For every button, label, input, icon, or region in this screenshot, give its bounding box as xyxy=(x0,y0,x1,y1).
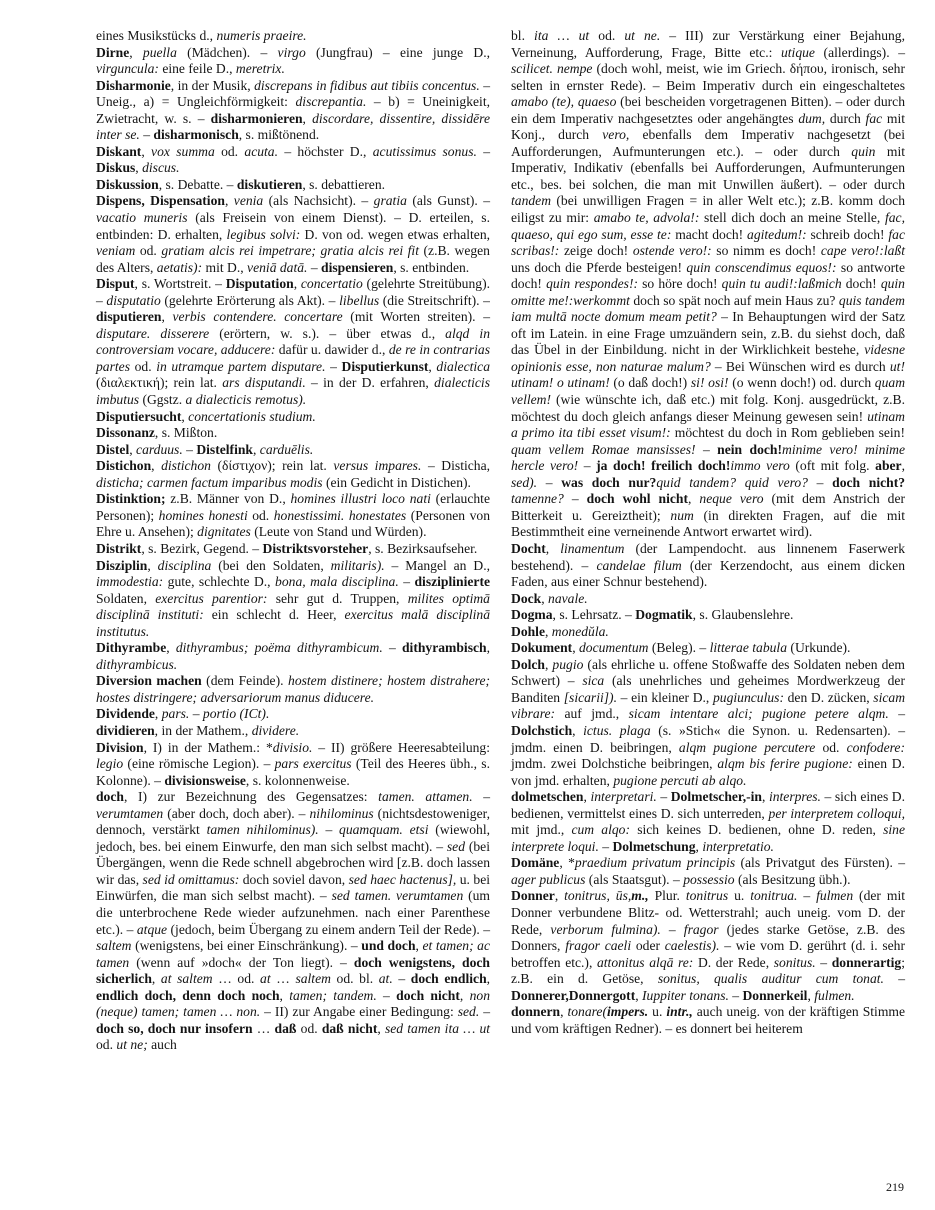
dictionary-entry: dolmetschen, interpretari. – Dolmetscher,-in, interpres. – sich eines D. bedienen, vermittelst eines D. sich unterreden, per interpretem colloqui, mit jmd., cum alqo: sich keines D. bedienen, ohne D. reden, sine interprete loqui. – Dolmetschung, interpretatio. xyxy=(511,789,906,854)
dictionary-entry: Disziplin, disciplina (bei den Soldaten, militaris). – Mangel an D., immodestia: gute, schlechte D., bona, mala disciplina. – disziplinierte Soldaten, exercitus parentior: sehr gut d. Truppen, milites optimā disciplinā instituti: ein schlecht d. Heer, exercitus malā disciplinā institutus. xyxy=(96,557,491,639)
dictionary-entry: Dock, navale. xyxy=(511,590,588,606)
dictionary-entry: Domäne, *praedium privatum principis (als Privatgut des Fürsten). – ager publicus (als Staatsgut). – possessio (als Besitzung übh.). xyxy=(511,855,906,887)
dictionary-entry: Dirne, puella (Mädchen). – virgo (Jungfrau) – eine junge D., virguncula: eine feile D., meretrix. xyxy=(96,44,490,77)
dictionary-entry: Docht, linamentum (der Lampendocht. aus linnenem Faserwerk bestehend). – candelae filum (der Kerzendocht, aus einem dicken Faden, aus einer Schnur bestehend). xyxy=(511,540,905,590)
dictionary-entry: Dividende, pars. – portio (ICt). xyxy=(96,706,270,722)
dictionary-entry: Dolch, pugio (als ehrliche u. offene Stoßwaffe des Soldaten neben dem Schwert) – sica (als unehrliches und geheimes Mordwerkzeug der Banditen [sicarii]). – ein kleiner D., pugiunculus: den D. zücken, sicam vibrare: auf jmd., sicam intentare alci; pugione petere alqm. – Dolchstich, ictus. plaga (s. »Stich« die Synon. u. Redensarten). – jmdm. einen D. beibringen, alqm pugione percutere od. confodere: jmdm. zwei Dolchstiche beibringen, alqm bis ferire pugione: einen D. von jmd. erhalten, pugione percuti ab alqo. xyxy=(511,656,906,788)
dictionary-entry: Diskant, vox summa od. acuta. – höchster D., acutissimus sonus. – Diskus, discus. xyxy=(96,143,491,176)
dictionary-entry: Distinktion; z.B. Männer von D., homines illustri loco nati (erlauchte Personen); homines honesti od. honestissimi. honestates (Personen von Ehre u. Ansehen); dignitates (Leute von Stand und Würden). xyxy=(96,491,490,540)
dictionary-entry: Dissonanz, s. Mißton. xyxy=(96,425,218,441)
dictionary-entry: Diskussion, s. Debatte. – diskutieren, s. debattieren. xyxy=(96,176,386,192)
dictionary-entry: Distel, carduus. – Distelfink, carduēlis. xyxy=(96,441,314,457)
dictionary-entry: donnern, tonare(impers. u. intr., auch uneig. von der kräftigen Stimme und vom kräftigen Redner). – es donnert bei heiterem xyxy=(511,1004,905,1036)
dictionary-entry: Distrikt, s. Bezirk, Gegend. – Distriktsvorsteher, s. Bezirksaufseher. xyxy=(96,540,478,556)
dictionary-entry: Disharmonie, in der Musik, discrepans in fidibus aut tibiis concentus. – Uneig., a) = Ungleichförmigkeit: discrepantia. – b) = Uneinigkeit, Zwietracht, w. s. – disharmonieren, discordare, dissentire, dissidēre inter se. – disharmonisch, s. mißtönend. xyxy=(96,77,490,143)
right-column xyxy=(511,28,905,1037)
dictionary-entry: Dokument, documentum (Beleg). – litterae tabula (Urkunde). xyxy=(511,640,851,656)
dictionary-entry: bl. ita … ut od. ut ne. – III) zur Verstärkung einer Bejahung, Verneinung, Aufforderung, Frage, Bitte etc.: utique (allerdings). – scilicet. nempe (doch wohl, meist, wie im Griech. δήπου, ironisch, sehr selten in ernster Rede). – Beim Imperativ durch ein eingeschaltetes amabo (te), quaeso (bei bescheiden vorgetragenen Bitten). – oder durch ein dem Imperativ nachgesetztes oder angehängtes dum, durch fac mit Konj., durch vero, ebenfalls dem Imperativ nachgesetzt (bei Aufforderungen, Aufmunterungen etc.). – oder durch quin mit Imperativ, Indikativ (ebenfalls bei Aufforderungen, Aufmunterungen etc., bes. bei solchen, die man mit Unwillen äußert). – oder durch tandem (bei unwilligen Fragen = in aller Welt etc.); z.B. komm doch eiligst zu mir: amabo te, advola!: stell dich doch an meine Stelle, fac, quaeso, qui ego sum, esse te: macht doch! agitedum!: schreib doch! fac scribas!: zeige doch! ostende vero!: so nimm es doch! cape vero!:laßt uns doch die Pferde besteigen! quin conscendimus equos!: so antworte doch! quin respondes!: so höre doch! quin tu audi!:laßmich doch! quin omitte me!:werkommt doch so spät noch auf mein Haus zu? quis tandem iam multā nocte domum meam petit? – In Behauptungen wird der Satz oft im Latein. in eine Frage umzuändern sein, z.B. du siehst doch, daß das Übel in der Einbildung. nicht in der Wirklichkeit bestehe, videsne opinionis esse, non naturae malum? – Bei Wünschen wird es durch ut! utinam! o utinam! (o daß doch!) si! osi! (o wenn doch!) od. durch quam vellem! (wie wünschte ich, daß etc.) mit folg. Konj. ausgedrückt, z.B. möchtest du doch gleich anfangs dieser Meinung gewesen sein! utinam a primo ita tibi esset visum!: möchtest du doch in Rom geblieben sein! quam vellem Romae mansisses! – nein doch!minime vero! minime hercle vero! – ja doch! freilich doch!immo vero (oft mit folg. aber, sed). – was doch nur?quid tandem? quid vero? – doch nicht?tamenne? – doch wohl nicht, neque vero (mit dem Anstrich der Bitterkeit u. Gereiztheit); num (in direkten Fragen, auf die mit Bestimmtheit eine verneinende Antwort erwartet wird). xyxy=(511,28,906,540)
dictionary-entry: Dohle, monedŭla. xyxy=(511,623,609,639)
dictionary-entry: doch, I) zur Bezeichnung des Gegensatzes: tamen. attamen. – verumtamen (aber doch, doch aber). – nihilominus (nichtsdestoweniger, dennoch, verstärkt tamen nihilominus). – quamquam. etsi (wiewohl, jedoch, bes. bei einem Einwurfe, den man sich selbst macht). – sed (bei Übergängen, wenn die Rede schnell abgebrochen wird [z.B. doch lassen wir das, sed id omittamus: doch soviel davon, sed haec hactenus], u. bei Einwürfen, die man sich selbst macht). – sed tamen. verumtamen (um die unterbrochene Rede wieder aufzunehmen. nach einer Parenthese etc.). – atque (jedoch, beim Übergang zu einem andern Teil der Rede). – saltem (wenigstens, bei einer Einschränkung). – und doch, et tamen; ac tamen (wenn auf »doch« der Ton liegt). – doch wenigstens, doch sicherlich, at saltem … od. at … saltem od. bl. at. – doch endlich, endlich doch, denn doch noch, tamen; tandem. – doch nicht, non (neque) tamen; tamen … non. – II) zur Angabe einer Bedingung: sed. – doch so, doch nur insofern … daß od. daß nicht, sed tamen ita … ut od. ut ne; auch xyxy=(96,789,491,1053)
dictionary-entry: dividieren, in der Mathem., dividere. xyxy=(96,722,300,738)
dictionary-entry: Donner, tonitrus, ūs,m., Plur. tonitrus u. tonitrua. – fulmen (der mit Donner verbundene Blitz- od. Wetterstrahl; auch uneig. vom D. der Rede, verborum fulmina). – fragor (jedes starke Getöse, z.B. des Donners, fragor caeli oder caelestis). – wie vom D. gerührt (d. i. sehr betroffen etc.), attonitus alqā re: D. der Rede, sonitus. – donnerartig; z.B. ein d. Getöse, sonitus, qualis auditur cum tonat. – Donnerer,Donnergott, Iuppiter tonans. – Donnerkeil, fulmen. xyxy=(511,888,906,1003)
dictionary-entry: Disput, s. Wortstreit. – Disputation, concertatio (gelehrte Streitübung). – disputatio (gelehrte Erörterung als Akt). – libellus (die Streitschrift). – disputieren, verbis contendere. concertare (mit Worten streiten). – disputare. disserere (erörtern, w. s.). – über etwas d., alqd in controversiam vocare, adducere: dafür u. dawider d., de re in contrarias partes od. in utramque partem disputare. – Disputierkunst, dialectica (διαλεκτική); rein lat. ars disputandi. – in der D. erfahren, dialecticis imbutus (Ggstz. a dialecticis remotus). xyxy=(96,276,491,408)
dictionary-entry: Dogma, s. Lehrsatz. – Dogmatik, s. Glaubenslehre. xyxy=(511,607,794,623)
left-column xyxy=(96,28,490,1054)
dictionary-entry: eines Musikstücks d., numeris praeire. xyxy=(96,28,307,43)
dictionary-entry: Dispens, Dispensation, venia (als Nachsicht). – gratia (als Gunst). – vacatio muneris (als Freisein von einem Dienst). – D. erteilen, s. entbinden: D. erhalten, legibus solvi: D. von od. wegen etwas erhalten, veniam od. gratiam alcis rei impetrare; gratia alcis rei fit (z.B. wegen des Alters, aetatis): mit D., veniā datā. – dispensieren, s. entbinden. xyxy=(96,193,491,275)
dictionary-entry: Distichon, distichon (δίστιχον); rein lat. versus impares. – Disticha, disticha; carmen factum imparibus modis (ein Gedicht in Distichen). xyxy=(96,458,491,490)
dictionary-entry: Diversion machen (dem Feinde). hostem distinere; hostem distrahere; hostes distringere; adversariorum manus diducere. xyxy=(96,673,490,705)
page-number: 219 xyxy=(886,1180,904,1194)
dictionary-entry: Dithyrambe, dithyrambus; poëma dithyrambicum. – dithyrambisch, dithyrambicus. xyxy=(96,640,491,672)
dictionary-entry: Disputiersucht, concertationis studium. xyxy=(96,408,316,424)
dictionary-entry: Division, I) in der Mathem.: *divisio. – II) größere Heeresabteilung: legio (eine römische Legion). – pars exercitus (Teil des Heeres übh., s. Kolonne). – divisionsweise, s. kolonnenweise. xyxy=(96,739,490,788)
